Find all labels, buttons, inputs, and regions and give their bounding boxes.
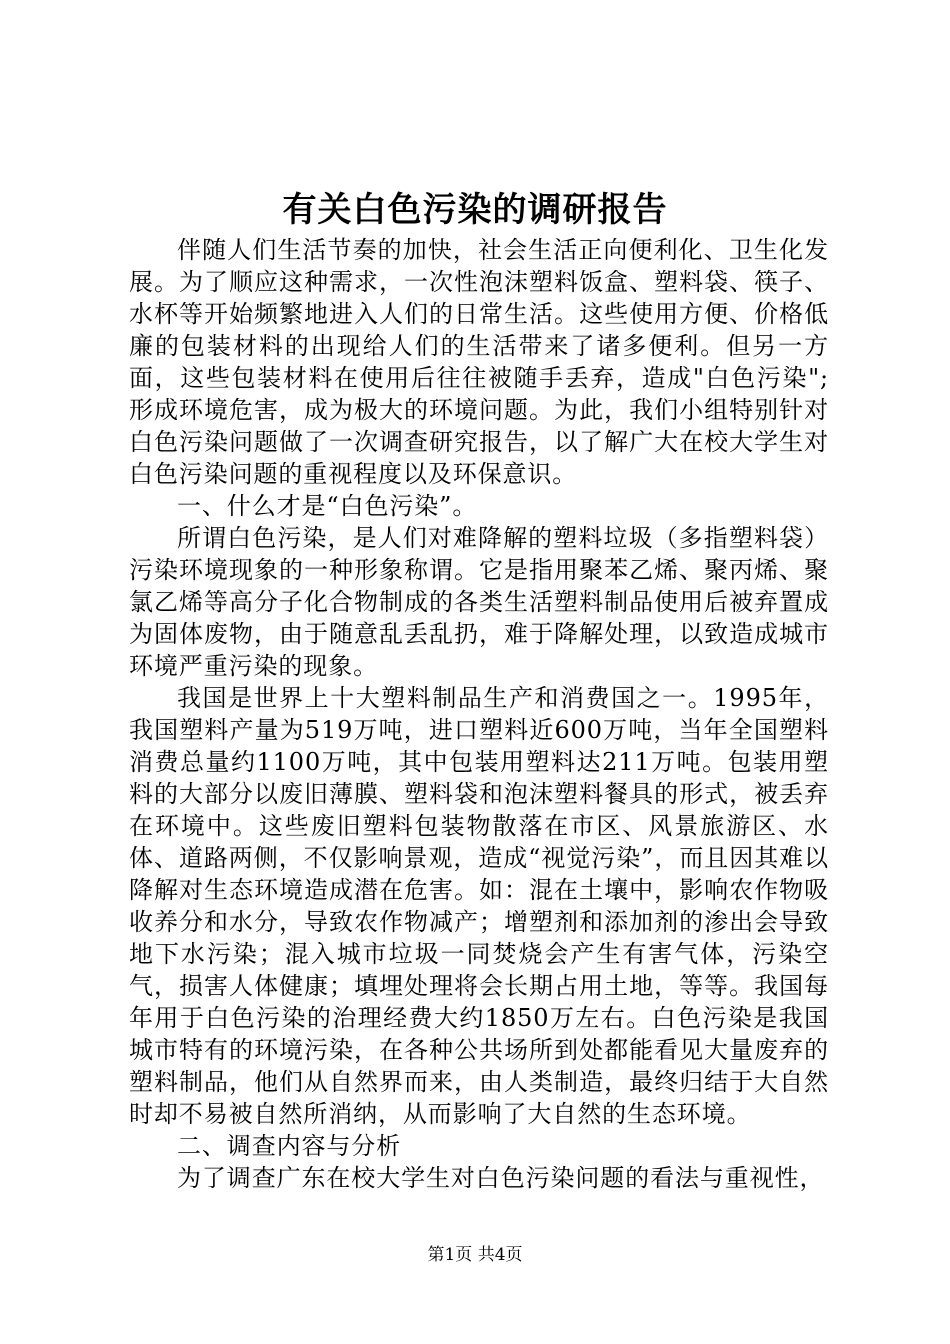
paragraph-statistics: 我国是世界上十大塑料制品生产和消费国之一。1995年，我国塑料产量为519万吨，进口塑料近600万吨，当年全国塑料消费总量约1100万吨，其中包装用塑料达211万吨。包装用塑料的大部分以废旧薄膜、塑料袋和泡沫塑料餐具的形式，被丢弃在环境中。这些废旧塑料包装物散落在市区、风景旅游区、水体、道路两侧，不仅影响景观，造成“视觉污染”，而且因其难以降解对生态环境造成潜在危害。如：混在土壤中，影响农作物吸收养分和水分，导致农作物减产；增塑剂和添加剂的渗出会导致地下水污染；混入城市垃圾一同焚烧会产生有害气体，污染空气，损害人体健康；填埋处理将会长期占用土地，等等。我国每年用于白色污染的治理经费大约1850万左右。白色污染是我国城市特有的环境污染，在各种公共场所到处都能看见大量废弃的塑料制品，他们从自然界而来，由人类制造，最终归结于大自然时却不易被自然所消纳，从而影响了大自然的生态环境。: [129, 684, 829, 1128]
document-body: [129, 234, 829, 1194]
paragraph-intro: 伴随人们生活节奏的加快，社会生活正向便利化、卫生化发展。为了顺应这种需求，一次性泡沫塑料饭盒、塑料袋、筷子、水杯等开始频繁地进入人们的日常生活。这些使用方便、价格低廉的包装材料的出现给人们的生活带来了诸多便利。但另一方面，这些包装材料在使用后往往被随手丢弃，造成"白色污染";形成环境危害，成为极大的环境问题。为此，我们小组特别针对白色污染问题做了一次调查研究报告，以了解广大在校大学生对白色污染问题的重视程度以及环保意识。: [129, 236, 829, 488]
page-footer: 第1页 共4页: [427, 1245, 523, 1265]
paragraph-survey: 为了调查广东在校大学生对白色污染问题的看法与重视性，: [177, 1164, 825, 1192]
paragraph-definition: 所谓白色污染，是人们对难降解的塑料垃圾（多指塑料袋）污染环境现象的一种形象称谓。它是指用聚苯乙烯、聚丙烯、聚氯乙烯等高分子化合物制成的各类生活塑料制品使用后被弃置成为固体废物，由于随意乱丢乱扔，难于降解处理，以致造成城市环境严重污染的现象。: [129, 524, 829, 680]
section-heading-2: 二、调查内容与分析: [177, 1132, 402, 1160]
document-title: 有关白色污染的调研报告: [282, 190, 668, 230]
section-heading-1: 一、什么才是“白色污染”。: [177, 492, 478, 520]
